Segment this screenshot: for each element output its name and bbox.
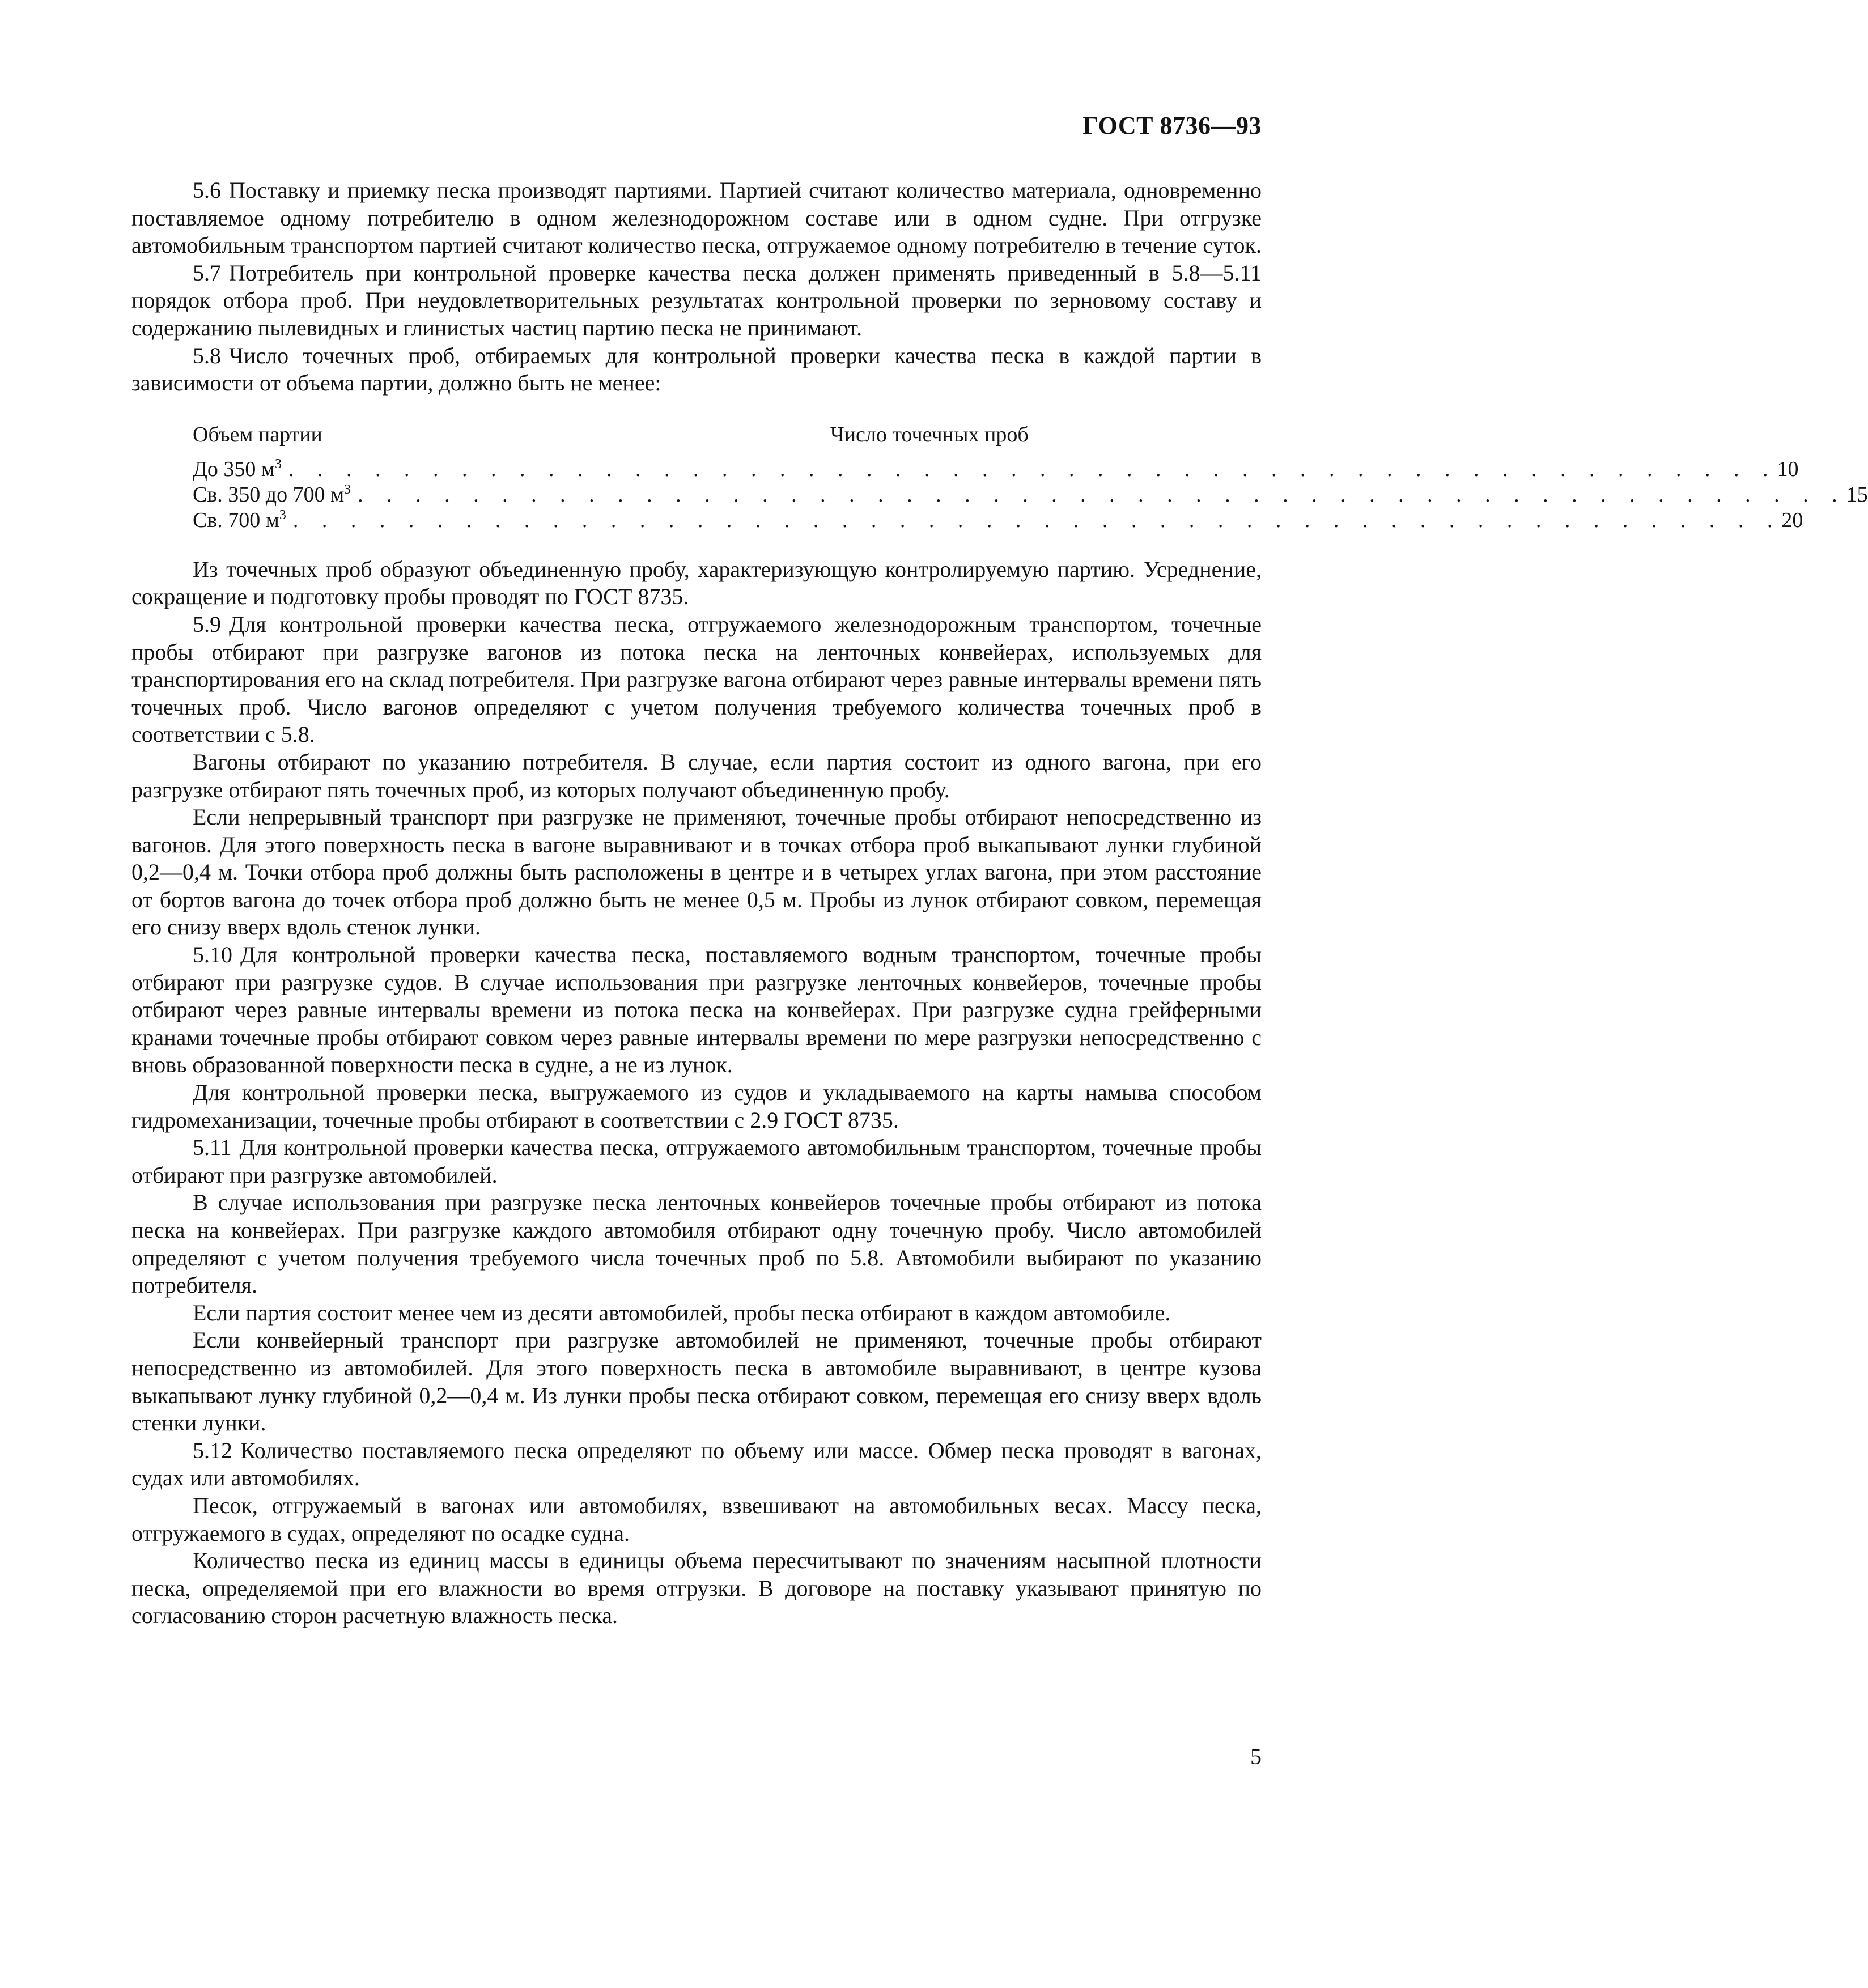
column-header-volume: Объем партии	[193, 422, 322, 447]
paragraph-5-11-p3: Если партия состоит менее чем из десяти автомобилей, пробы песка отбирают в каждом автомобиле.	[193, 1299, 1171, 1326]
row-value: 10	[1777, 457, 1799, 481]
section-number: 5.12	[193, 1437, 232, 1463]
row-label: Св. 700 $м^3$	[193, 507, 286, 532]
paragraph-5-10	[131, 941, 1262, 1079]
paragraph-5-11-p4: Если конвейерный транспорт при разгрузке автомобилей не применяют, точечные пробы отбирают непосредственно из автомобилей. Для этого поверхность песка в автомобиле выравнивают, в центре кузова выкапывают лунку глубиной 0,2—0,4 м. Из лунки пробы песка отбирают совком, перемещая его снизу вверх вдоль стенки лунки.	[131, 1327, 1262, 1436]
paragraph-text: Поставку и приемку песка производят партиями. Партией считают количество материала, одновременно поставляемое одному потребителю в одном железнодорожном составе или в одном судне. При отгрузке автомобильным транспортом партией считают количество песка, отгружаемое одному потребителю в течение суток.	[131, 177, 1262, 258]
column-header-samples: Число точечных проб	[830, 422, 1029, 447]
paragraph-text: Количество поставляемого песка определяют по объему или массе. Обмер песка проводят в вагонах, судах или автомобилях.	[131, 1437, 1262, 1491]
paragraph-5-9-p2: Вагоны отбирают по указанию потребителя. В случае, если партия состоит из одного вагона, при его разгрузке отбирают пять точечных проб, из которых получают объединенную пробу.	[131, 749, 1262, 802]
document-body	[131, 177, 1868, 1630]
leader-dots: . . . . . . . . . . . . . . . . . . . . . . . . . . . . . . . . . . . . . . . . . . . . . . . . . . . .	[292, 508, 1782, 532]
table-header	[193, 422, 1262, 448]
paragraph-5-9-p3: Если непрерывный транспорт при разгрузке не применяют, точечные пробы отбирают непосредственно из вагонов. Для этого поверхность песка в вагоне выравнивают и в точках отбора проб выкапывают лунки глубиной 0,2—0,4 м. Точки отбора проб должны быть расположены в центре и в четырех углах вагона, при этом расстояние от бортов вагона до точек отбора проб должно быть не менее 0,5 м. Пробы из лунок отбирают совком, перемещая его снизу вверх вдоль стенок лунки.	[131, 804, 1262, 940]
paragraph-5-8-after: Из точечных проб образуют объединенную пробу, характеризующую контролируемую партию. Усреднение, сокращение и подготовку пробы проводят по ГОСТ 8735.	[131, 556, 1262, 610]
table-row	[193, 456, 1799, 482]
paragraph-text: Для контрольной проверки качества песка, поставляемого водным транспортом, точечные пробы отбирают при разгрузке судов. В случае использования при разгрузке ленточных конвейеров, точечные пробы отбирают через равные интервалы времени из потока песка на конвейерах. При разгрузке судна грейферными кранами точечные пробы отбирают совком через равные интервалы времени по мере разгрузки непосредственно с вновь образованной поверхности песка в судне, а не из лунок.	[131, 942, 1262, 1078]
leader-dots: . . . . . . . . . . . . . . . . . . . . . . . . . . . . . . . . . . . . . . . . . . . . . . . . . . . .	[288, 457, 1777, 481]
table-row	[193, 507, 1803, 533]
page-number: 5	[1250, 1744, 1262, 1769]
paragraph-5-12-p2: Песок, отгружаемый в вагонах или автомобилях, взвешивают на автомобильных весах. Массу песка, отгружаемого в судах, определяют по осадке судна.	[131, 1492, 1262, 1546]
section-number: 5.7	[193, 260, 221, 286]
document-header: ГОСТ 8736—93	[1082, 112, 1262, 139]
row-label: Св. 350 до 700 $м^3$	[193, 482, 351, 507]
row-value: 20	[1781, 508, 1803, 532]
paragraph-5-7	[131, 260, 1262, 342]
paragraph-text: Для контрольной проверки качества песка, отгружаемого железнодорожным транспортом, точечные пробы отбирают при разгрузке вагонов из потока песка на ленточных конвейерах, используемых для транспортирования его на склад потребителя. При разгрузке вагона отбирают через равные интервалы времени пять точечных проб. Число вагонов определяют с учетом получения требуемого количества точечных проб в соответствии с 5.8.	[131, 611, 1262, 747]
row-label: До 350 $м^3$	[193, 456, 282, 481]
paragraph-text: Для контрольной проверки качества песка, отгружаемого автомобильным транспортом, точечные пробы отбирают при разгрузке автомобилей.	[131, 1135, 1262, 1188]
paragraph-5-12-p3: Количество песка из единиц массы в единицы объема пересчитывают по значениям насыпной плотности песка, определяемой при его влажности во время отгрузки. В договоре на поставку указывают принятую по согласованию сторон расчетную влажность песка.	[131, 1548, 1262, 1629]
paragraph-5-10-p2: Для контрольной проверки песка, выгружаемого из судов и укладываемого на карты намыва способом гидромеханизации, точечные пробы отбирают в соответствии с 2.9 ГОСТ 8735.	[131, 1080, 1262, 1133]
section-number: 5.11	[193, 1135, 232, 1161]
paragraph-5-11-p2: В случае использования при разгрузке песка ленточных конвейеров точечные пробы отбирают из потока песка на конвейерах. При разгрузке каждого автомобиля отбирают одну точечную пробу. Число автомобилей определяют с учетом получения требуемого числа точечных проб по 5.8. Автомобили выбирают по указанию потребителя.	[131, 1190, 1262, 1298]
paragraph-5-12	[131, 1437, 1262, 1492]
section-number: 5.10	[193, 942, 232, 968]
section-number: 5.8	[193, 342, 221, 368]
paragraph-text: Потребитель при контрольной проверке качества песка должен применять приведенный в 5.8—5.11 порядок отбора проб. При неудовлетворительных результатах контрольной проверки по зерновому составу и содержанию пылевидных и глинистых частиц партию песка не принимают.	[131, 260, 1262, 341]
section-number: 5.9	[193, 611, 221, 637]
paragraph-5-8	[131, 342, 1262, 397]
paragraph-5-6	[131, 177, 1262, 260]
table-row	[193, 482, 1868, 508]
paragraph-text: Число точечных проб, отбираемых для контрольной проверки качества песка в каждой партии в зависимости от объема партии, должно быть не менее:	[131, 342, 1262, 396]
samples-table	[131, 422, 1868, 533]
section-number: 5.6	[193, 177, 221, 203]
row-value: 15	[1846, 482, 1868, 507]
leader-dots: . . . . . . . . . . . . . . . . . . . . . . . . . . . . . . . . . . . . . . . . . . . . . . . . . . . .	[358, 482, 1846, 507]
paragraph-5-9	[131, 611, 1262, 749]
paragraph-5-11	[131, 1134, 1262, 1189]
